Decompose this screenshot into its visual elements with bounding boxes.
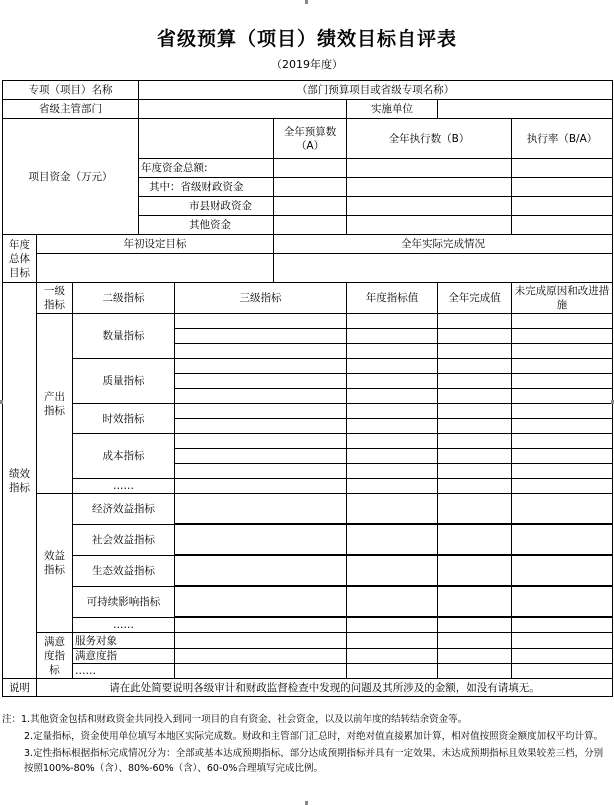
perf-cell[interactable] [175,344,347,359]
note-1: 注：1.其他资金包括和财政资金共同投入到同一项目的自有资金、社会资金，以及以前年度的结转结余资金等。 [2,714,468,725]
funds-cell[interactable] [347,178,512,197]
dept-label: 省级主管部门 [3,100,139,119]
perf-cell[interactable] [347,404,438,419]
annual-col-actual: 全年实际完成情况 [274,235,613,254]
perf-cell[interactable] [512,359,613,374]
perf-cell[interactable] [175,633,347,649]
perf-cell[interactable] [512,633,613,649]
satisfaction-item-more: …… [73,664,175,679]
perf-cell[interactable] [512,464,613,479]
perf-cell[interactable] [175,404,347,419]
perf-cell[interactable] [175,419,347,434]
perf-cell[interactable] [438,618,512,633]
project-name-label: 专项（项目）名称 [3,81,139,100]
perf-cell[interactable] [175,434,347,449]
perf-cell[interactable] [347,525,438,555]
perf-cell[interactable] [438,374,512,389]
perf-cell[interactable] [512,344,613,359]
funds-cell[interactable] [274,216,347,235]
benefit-item-more: …… [73,618,175,633]
perf-h-lvl2: 二级指标 [73,283,175,314]
perf-cell[interactable] [512,618,613,633]
perf-cell[interactable] [438,329,512,344]
perf-cell[interactable] [512,374,613,389]
perf-cell[interactable] [512,329,613,344]
annual-actual-value[interactable] [274,254,613,283]
perf-cell[interactable] [347,449,438,464]
output-indicator-label: 产出指标 [37,314,73,494]
perf-cell[interactable] [512,664,613,679]
perf-label: 绩效指标 [3,283,37,679]
funds-cell[interactable] [512,216,613,235]
perf-cell[interactable] [438,587,512,617]
explain-text[interactable]: 请在此处简要说明各级审计和财政监督检查中发现的问题及其所涉及的金额，如没有请填无。 [37,679,613,697]
funds-row-total: 年度资金总额: [139,159,274,178]
impl-unit-value[interactable] [438,100,613,119]
explain-label: 说明 [3,679,37,697]
perf-cell[interactable] [175,329,347,344]
perf-cell[interactable] [438,359,512,374]
perf-cell[interactable] [512,479,613,494]
funds-cell[interactable] [512,197,613,216]
perf-cell[interactable] [438,314,512,329]
perf-cell[interactable] [438,404,512,419]
satisfaction-indicator-label: 满意度指标 [37,633,73,679]
perf-cell[interactable] [347,649,438,664]
funds-cell[interactable] [274,178,347,197]
note-3: 3.定性指标根据指标完成情况分为：全部或基本达成预期指标、部分达成预期指标并具有一定效果、未达成预期指标且效果较差三档，分别按照100%-80%（含）、80%-60%（含）、60-0%合理填写完成比例。 [24,748,604,774]
funds-cell[interactable] [274,159,347,178]
perf-cell[interactable] [175,359,347,374]
perf-cell[interactable] [347,664,438,679]
benefit-item-ecological: 生态效益指标 [73,556,175,587]
impl-unit-label: 实施单位 [347,100,438,119]
perf-cell[interactable] [347,329,438,344]
perf-cell[interactable] [347,587,438,617]
perf-cell[interactable] [438,479,512,494]
satisfaction-item-service: 服务对象 [73,633,175,649]
perf-cell[interactable] [512,449,613,464]
perf-cell[interactable] [175,587,347,617]
benefit-indicator-label: 效益指标 [37,494,73,633]
perf-h-value: 年度指标值 [347,283,438,314]
perf-cell[interactable] [175,556,347,586]
output-item-cost: 成本指标 [73,434,175,479]
funds-label: 项目资金（万元） [3,119,139,235]
funds-cell[interactable] [347,216,512,235]
perf-cell[interactable] [512,404,613,419]
perf-cell[interactable] [512,556,613,586]
perf-cell[interactable] [512,434,613,449]
perf-h-lvl3: 三级指标 [175,283,347,314]
perf-cell[interactable] [512,494,613,524]
perf-cell[interactable] [347,374,438,389]
funds-col-budget: 全年预算数（A） [274,119,347,159]
perf-cell[interactable] [347,314,438,329]
perf-cell[interactable] [438,419,512,434]
perf-cell[interactable] [438,556,512,586]
perf-cell[interactable] [175,374,347,389]
perf-cell[interactable] [347,494,438,524]
perf-cell[interactable] [175,389,347,404]
perf-h-lvl1: 一级指标 [37,283,73,314]
note-2: 2.定量指标，资金使用单位填写本地区实际完成数。财政和主管部门汇总时，对绝对值直接累加计算，相对值按照资金额度加权平均计算。 [24,731,604,742]
resize-handle[interactable] [305,0,308,4]
perf-cell[interactable] [347,556,438,586]
funds-cell[interactable] [274,197,347,216]
perf-cell[interactable] [438,525,512,555]
perf-cell[interactable] [438,449,512,464]
output-item-more: …… [73,479,175,494]
perf-cell[interactable] [347,419,438,434]
output-item-quality: 质量指标 [73,359,175,404]
annual-set-value[interactable] [37,254,274,283]
perf-h-done: 全年完成值 [438,283,512,314]
perf-h-reason: 未完成原因和改进措施 [512,283,613,314]
perf-cell[interactable] [347,434,438,449]
perf-cell[interactable] [512,525,613,555]
benefit-item-social: 社会效益指标 [73,525,175,556]
perf-cell[interactable] [175,664,347,679]
output-item-quantity: 数量指标 [73,314,175,359]
benefit-item-sustainable: 可持续影响指标 [73,587,175,618]
funds-row-city: 市县财政资金 [139,197,274,216]
perf-cell[interactable] [347,618,438,633]
perf-cell[interactable] [438,633,512,649]
funds-row-other: 其他资金 [139,216,274,235]
output-item-timeliness: 时效指标 [73,404,175,434]
funds-col-rate: 执行率（B/A） [512,119,613,159]
perf-cell[interactable] [347,359,438,374]
funds-row-provincial: 其中：省级财政资金 [139,178,274,197]
perf-cell[interactable] [438,494,512,524]
perf-cell[interactable] [175,479,347,494]
page-title: 省级预算（项目）绩效目标自评表 [156,28,457,50]
perf-cell[interactable] [175,525,347,555]
self-evaluation-table [2,80,613,697]
funds-cell[interactable] [347,197,512,216]
project-name-value[interactable]: （部门预算项目或省级专项名称） [139,81,613,100]
funds-cell[interactable] [512,159,613,178]
perf-cell[interactable] [175,464,347,479]
annual-goal-label: 年度总体目标 [3,235,37,283]
perf-cell[interactable] [347,464,438,479]
perf-cell[interactable] [175,649,347,664]
perf-cell[interactable] [512,314,613,329]
perf-cell[interactable] [438,389,512,404]
perf-cell[interactable] [175,618,347,633]
satisfaction-item-degree: 满意度指 [73,649,175,664]
perf-cell[interactable] [347,344,438,359]
funds-header-blank [139,119,274,159]
perf-cell[interactable] [438,344,512,359]
funds-cell[interactable] [347,159,512,178]
perf-cell[interactable] [438,464,512,479]
benefit-item-economic: 经济效益指标 [73,494,175,525]
perf-cell[interactable] [512,649,613,664]
perf-cell[interactable] [438,664,512,679]
funds-cell[interactable] [512,178,613,197]
perf-cell[interactable] [347,389,438,404]
perf-cell[interactable] [512,389,613,404]
perf-cell[interactable] [175,449,347,464]
perf-cell[interactable] [347,633,438,649]
notes [2,712,610,778]
perf-cell[interactable] [175,494,347,524]
resize-handle[interactable] [305,801,308,805]
perf-cell[interactable] [175,314,347,329]
funds-col-exec: 全年执行数（B） [347,119,512,159]
perf-cell[interactable] [512,419,613,434]
perf-cell[interactable] [512,587,613,617]
resize-handle[interactable] [0,400,3,404]
perf-cell[interactable] [438,434,512,449]
perf-cell[interactable] [438,649,512,664]
dept-value[interactable] [139,100,347,119]
perf-cell[interactable] [347,479,438,494]
annual-col-set: 年初设定目标 [37,235,274,254]
page-subtitle: （2019年度） [271,58,343,71]
